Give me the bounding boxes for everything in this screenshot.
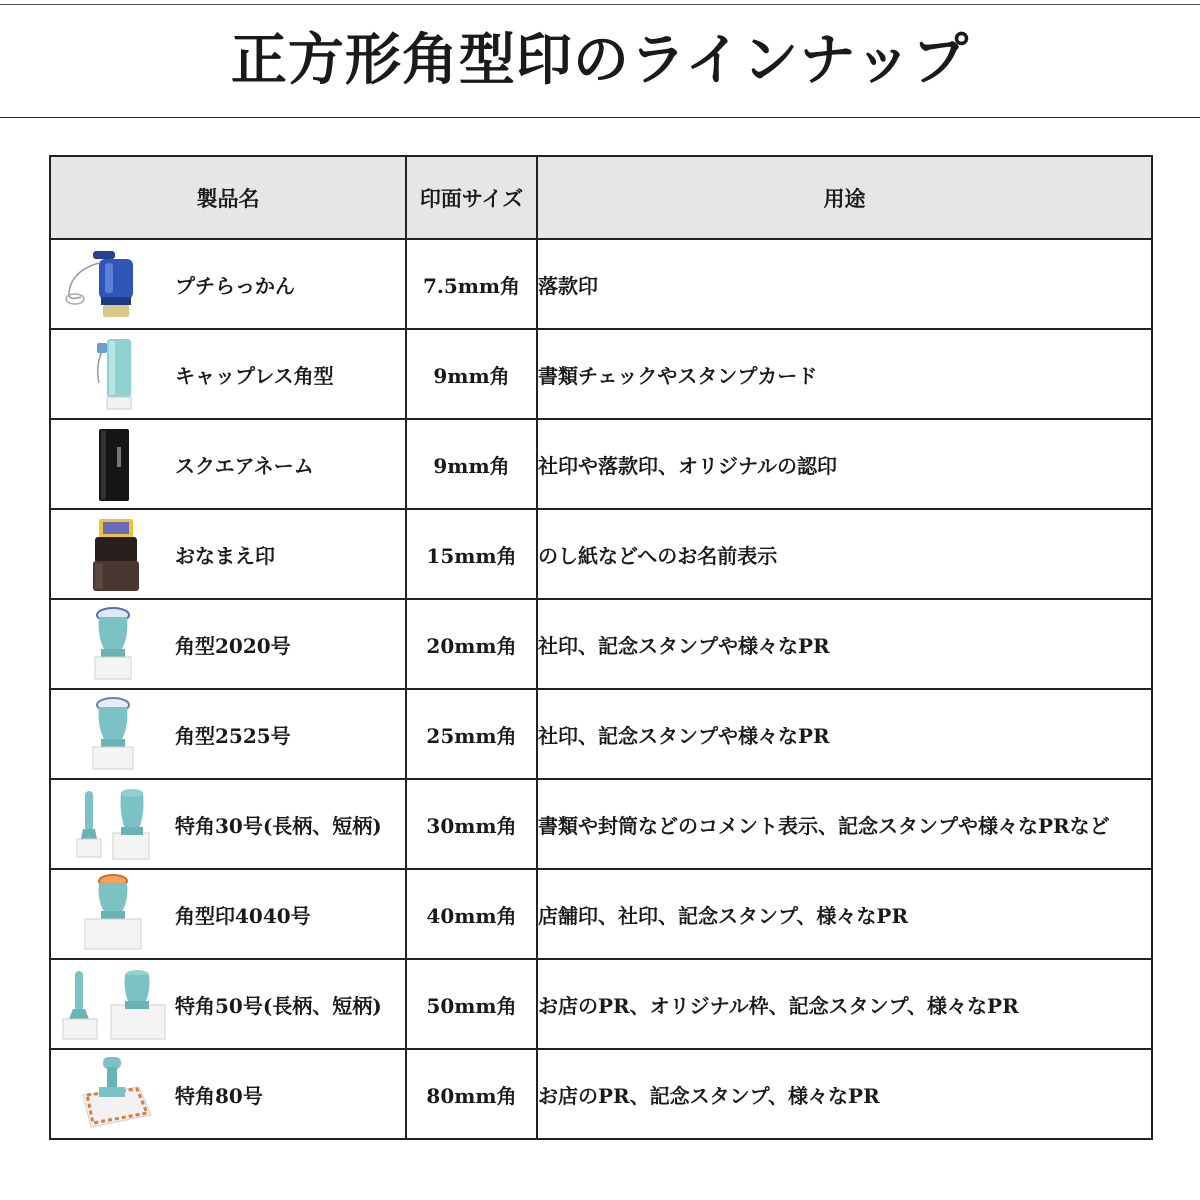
table-row [50,689,1152,779]
brown-name-stamp-image [51,511,175,597]
size-cell: 9mm角 [406,329,537,419]
product-name: おなまえ印 [175,543,275,568]
product-name: プチらっかん [175,273,295,298]
size-cell: 30mm角 [406,779,537,869]
table-row [50,869,1152,959]
product-name: 特角80号 [175,1083,263,1108]
product-name: 角型2020号 [175,633,291,658]
header-size: 印面サイズ [406,156,537,239]
product-cell [50,509,406,599]
use-cell: お店のPR、記念スタンプ、様々なPR [537,1049,1152,1139]
product-cell [50,239,406,329]
table-row [50,779,1152,869]
size-cell: 80mm角 [406,1049,537,1139]
teal-square-stamp-40-image [51,871,175,957]
teal-long-short-handle-stamps-30-image [51,781,175,867]
table-row [50,419,1152,509]
black-square-stamp-image [51,421,175,507]
teal-square-stamp-20-image [51,601,175,687]
size-cell: 15mm角 [406,509,537,599]
table-row [50,509,1152,599]
size-cell: 20mm角 [406,599,537,689]
lineup-table [49,155,1153,1140]
product-name: 角型2525号 [175,723,291,748]
use-cell: 社印、記念スタンプや様々なPR [537,599,1152,689]
use-cell: 社印や落款印、オリジナルの認印 [537,419,1152,509]
product-name: 角型印4040号 [175,903,311,928]
product-cell [50,869,406,959]
product-name: スクエアネーム [175,453,314,478]
teal-long-short-handle-stamps-50-image [51,961,175,1047]
use-cell: 書類チェックやスタンプカード [537,329,1152,419]
product-cell [50,419,406,509]
product-cell [50,779,406,869]
table-row [50,1049,1152,1139]
top-rule [0,4,1200,5]
size-cell: 40mm角 [406,869,537,959]
use-cell: お店のPR、オリジナル枠、記念スタンプ、様々なPR [537,959,1152,1049]
header-use: 用途 [537,156,1152,239]
teal-square-stamp-25-image [51,691,175,777]
size-cell: 50mm角 [406,959,537,1049]
table-row [50,599,1152,689]
table-row [50,959,1152,1049]
size-cell: 25mm角 [406,689,537,779]
use-cell: のし紙などへのお名前表示 [537,509,1152,599]
product-name: 特角30号(長柄、短柄) [175,813,382,838]
blue-mini-stamp-image [51,241,175,327]
use-cell: 店舗印、社印、記念スタンプ、様々なPR [537,869,1152,959]
page-title: 正方形角型印のラインナップ [230,27,970,93]
teal-large-stamp-80-image [51,1051,175,1137]
title-rule [0,117,1200,118]
table-header-row [50,156,1152,239]
use-cell: 落款印 [537,239,1152,329]
teal-capless-stamp-image [51,331,175,417]
size-cell: 9mm角 [406,419,537,509]
product-cell [50,1049,406,1139]
product-cell [50,959,406,1049]
product-name: 特角50号(長柄、短柄) [175,993,382,1018]
product-cell [50,689,406,779]
header-product: 製品名 [50,156,406,239]
product-cell [50,599,406,689]
use-cell: 社印、記念スタンプや様々なPR [537,689,1152,779]
table-row [50,329,1152,419]
product-name: キャップレス角型 [175,363,334,388]
use-cell: 書類や封筒などのコメント表示、記念スタンプや様々なPRなど [537,779,1152,869]
size-cell: 7.5mm角 [406,239,537,329]
table-row [50,239,1152,329]
product-cell [50,329,406,419]
